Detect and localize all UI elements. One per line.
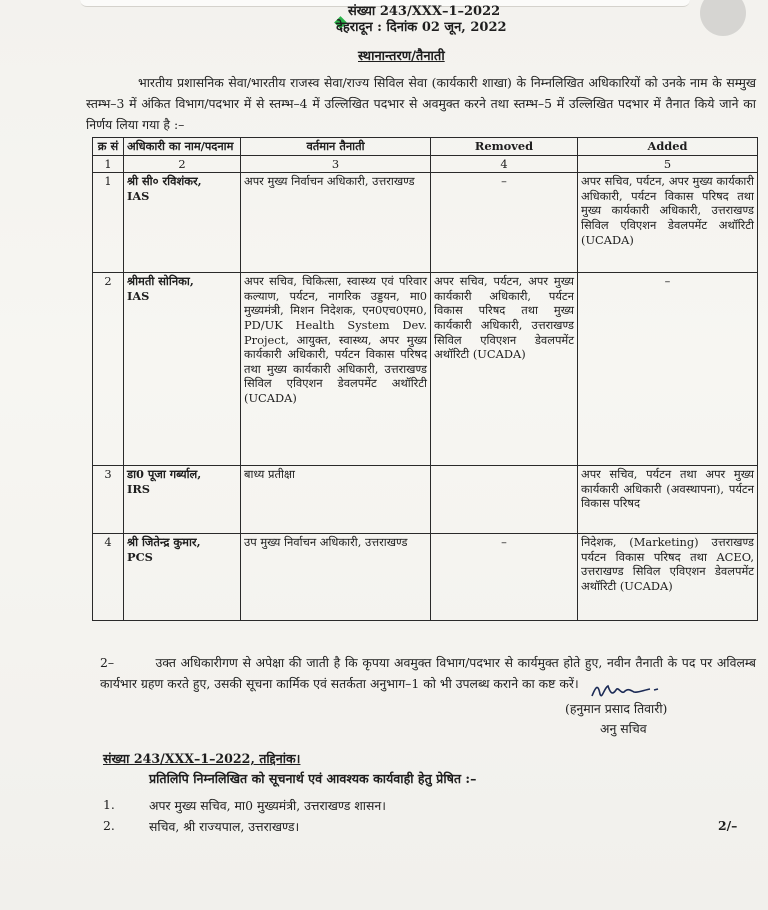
officer-service: PCS [127, 549, 153, 564]
row-sno: 4 [93, 534, 124, 621]
officer-cell [124, 466, 241, 534]
header-sno: क्र सं [93, 138, 124, 156]
table-row [93, 466, 758, 534]
paragraph-number: 2– [100, 655, 115, 670]
header-added: Added [578, 138, 758, 156]
col-number: 3 [241, 155, 431, 173]
transfer-table [92, 137, 758, 621]
copy-item: सचिव, श्री राज्यपाल, उत्तराखण्ड। [149, 819, 300, 834]
col-number: 2 [124, 155, 241, 173]
col-number: 5 [578, 155, 758, 173]
order-title: स्थानान्तरण/तैनाती [358, 49, 445, 64]
table-row [93, 173, 758, 273]
copy-intro: प्रतिलिपि निम्नलिखित को सूचनार्थ एवं आवश्यक कार्यवाही हेतु प्रेषित :– [149, 771, 477, 786]
current-posting: अपर सचिव, चिकित्सा, स्वास्थ्य एवं परिवार कल्याण, पर्यटन, नागरिक उड्डयन, मा0 मुख्यमंत्री, मिशन निदेशक, एन0एच0एम0, PD/UK Health System Dev. Project, आयुक्त, स्वास्थ्य, अपर मुख्य कार्यकारी अधिकारी, पर्यटन विकास परिषद तथा मुख्य कार्यकारी अधिकारी, उत्तराखण्ड सिविल एविएशन डेवलपमेंट अथॉरिटी (UCADA) [241, 273, 431, 466]
officer-name: श्रीमती सोनिका, [127, 274, 194, 289]
copy-item-number: 2. [103, 818, 115, 833]
removed-charge: अपर सचिव, पर्यटन, अपर मुख्य कार्यकारी अधिकारी, पर्यटन विकास परिषद तथा मुख्य कार्यकारी अधिकारी, उत्तराखण्ड सिविल एविएशन डेवलपमेंट अथॉरिटी (UCADA) [431, 273, 578, 466]
copy-reference: संख्या 243/XXX–1–2022, तद्दिनांक। [103, 751, 301, 766]
current-posting: बाध्य प्रतीक्षा [241, 466, 431, 534]
col-number: 4 [431, 155, 578, 173]
row-sno: 3 [93, 466, 124, 534]
signatory-name: (हनुमान प्रसाद तिवारी) [565, 701, 668, 716]
current-posting: उप मुख्य निर्वाचन अधिकारी, उत्तराखण्ड [241, 534, 431, 621]
table-row [93, 534, 758, 621]
copy-item-number: 1. [103, 797, 115, 812]
officer-cell [124, 273, 241, 466]
intro-paragraph: भारतीय प्रशासनिक सेवा/भारतीय राजस्व सेवा/राज्य सिविल सेवा (कार्यकारी शाखा) के निम्नलिखित अधिकारियों को उनके नाम के सम्मुख स्तम्भ–3 में अंकित विभाग/पदभार में से स्तम्भ–4 में उल्लिखित पदभार से अवमुक्त करने तथा स्तम्भ–5 में उल्लिखित पदभार में तैनात किये जाने का निर्णय लिया गया है :– [86, 75, 756, 132]
current-posting: अपर मुख्य निर्वाचन अधिकारी, उत्तराखण्ड [241, 173, 431, 273]
officer-service: IRS [127, 481, 151, 496]
table-row [93, 273, 758, 466]
order-number: संख्या 243/XXX–1–2022 [348, 4, 501, 19]
table-header-row [93, 138, 758, 156]
page-marker: 2/– [718, 818, 738, 833]
removed-charge [431, 466, 578, 534]
row-sno: 2 [93, 273, 124, 466]
added-charge: निदेशक, (Marketing) उत्तराखण्ड पर्यटन विकास परिषद तथा ACEO, उत्तराखण्ड सिविल एविएशन डेवलपमेंट अथॉरिटी (UCADA) [578, 534, 758, 621]
officer-service: IAS [127, 188, 150, 203]
officer-name: श्री जितेन्द्र कुमार, [127, 535, 201, 550]
removed-charge: – [431, 173, 578, 273]
added-charge: अपर सचिव, पर्यटन, अपर मुख्य कार्यकारी अधिकारी, पर्यटन विकास परिषद तथा मुख्य कार्यकारी अधिकारी, उत्तराखण्ड सिविल एविएशन डेवलपमेंट अथॉरिटी (UCADA) [578, 173, 758, 273]
officer-name: डा0 पूजा गर्ब्याल, [127, 467, 202, 482]
added-charge: – [578, 273, 758, 466]
column-number-row [93, 155, 758, 173]
header-current: वर्तमान तैनाती [241, 138, 431, 156]
col-number: 1 [93, 155, 124, 173]
place-date: देहरादून : दिनांक 02 जून, 2022 [336, 20, 507, 35]
corner-shadow [700, 0, 746, 36]
row-sno: 1 [93, 173, 124, 273]
copy-item: अपर मुख्य सचिव, मा0 मुख्यमंत्री, उत्तराखण्ड शासन। [149, 798, 386, 813]
header-officer: अधिकारी का नाम/पदनाम [124, 138, 241, 156]
signature [588, 680, 664, 702]
officer-name: श्री सी० रविशंकर, [127, 174, 202, 189]
added-charge: अपर सचिव, पर्यटन तथा अपर मुख्य कार्यकारी अधिकारी (अवस्थापना), पर्यटन विकास परिषद [578, 466, 758, 534]
officer-cell [124, 534, 241, 621]
header-removed: Removed [431, 138, 578, 156]
signatory-designation: अनु सचिव [600, 721, 647, 736]
paragraph-text: उक्त अधिकारीगण से अपेक्षा की जाती है कि कृपया अवमुक्त विभाग/पदभार से कार्यमुक्त होते हुए, नवीन तैनाती के पद पर अविलम्ब कार्यभार ग्रहण करते हुए, उसकी सूचना कार्मिक एवं सतर्कता अनुभाग–1 को भी उपलब्ध कराने का कष्ट करें। [100, 655, 756, 691]
officer-service: IAS [127, 288, 150, 303]
officer-cell [124, 173, 241, 273]
removed-charge: – [431, 534, 578, 621]
